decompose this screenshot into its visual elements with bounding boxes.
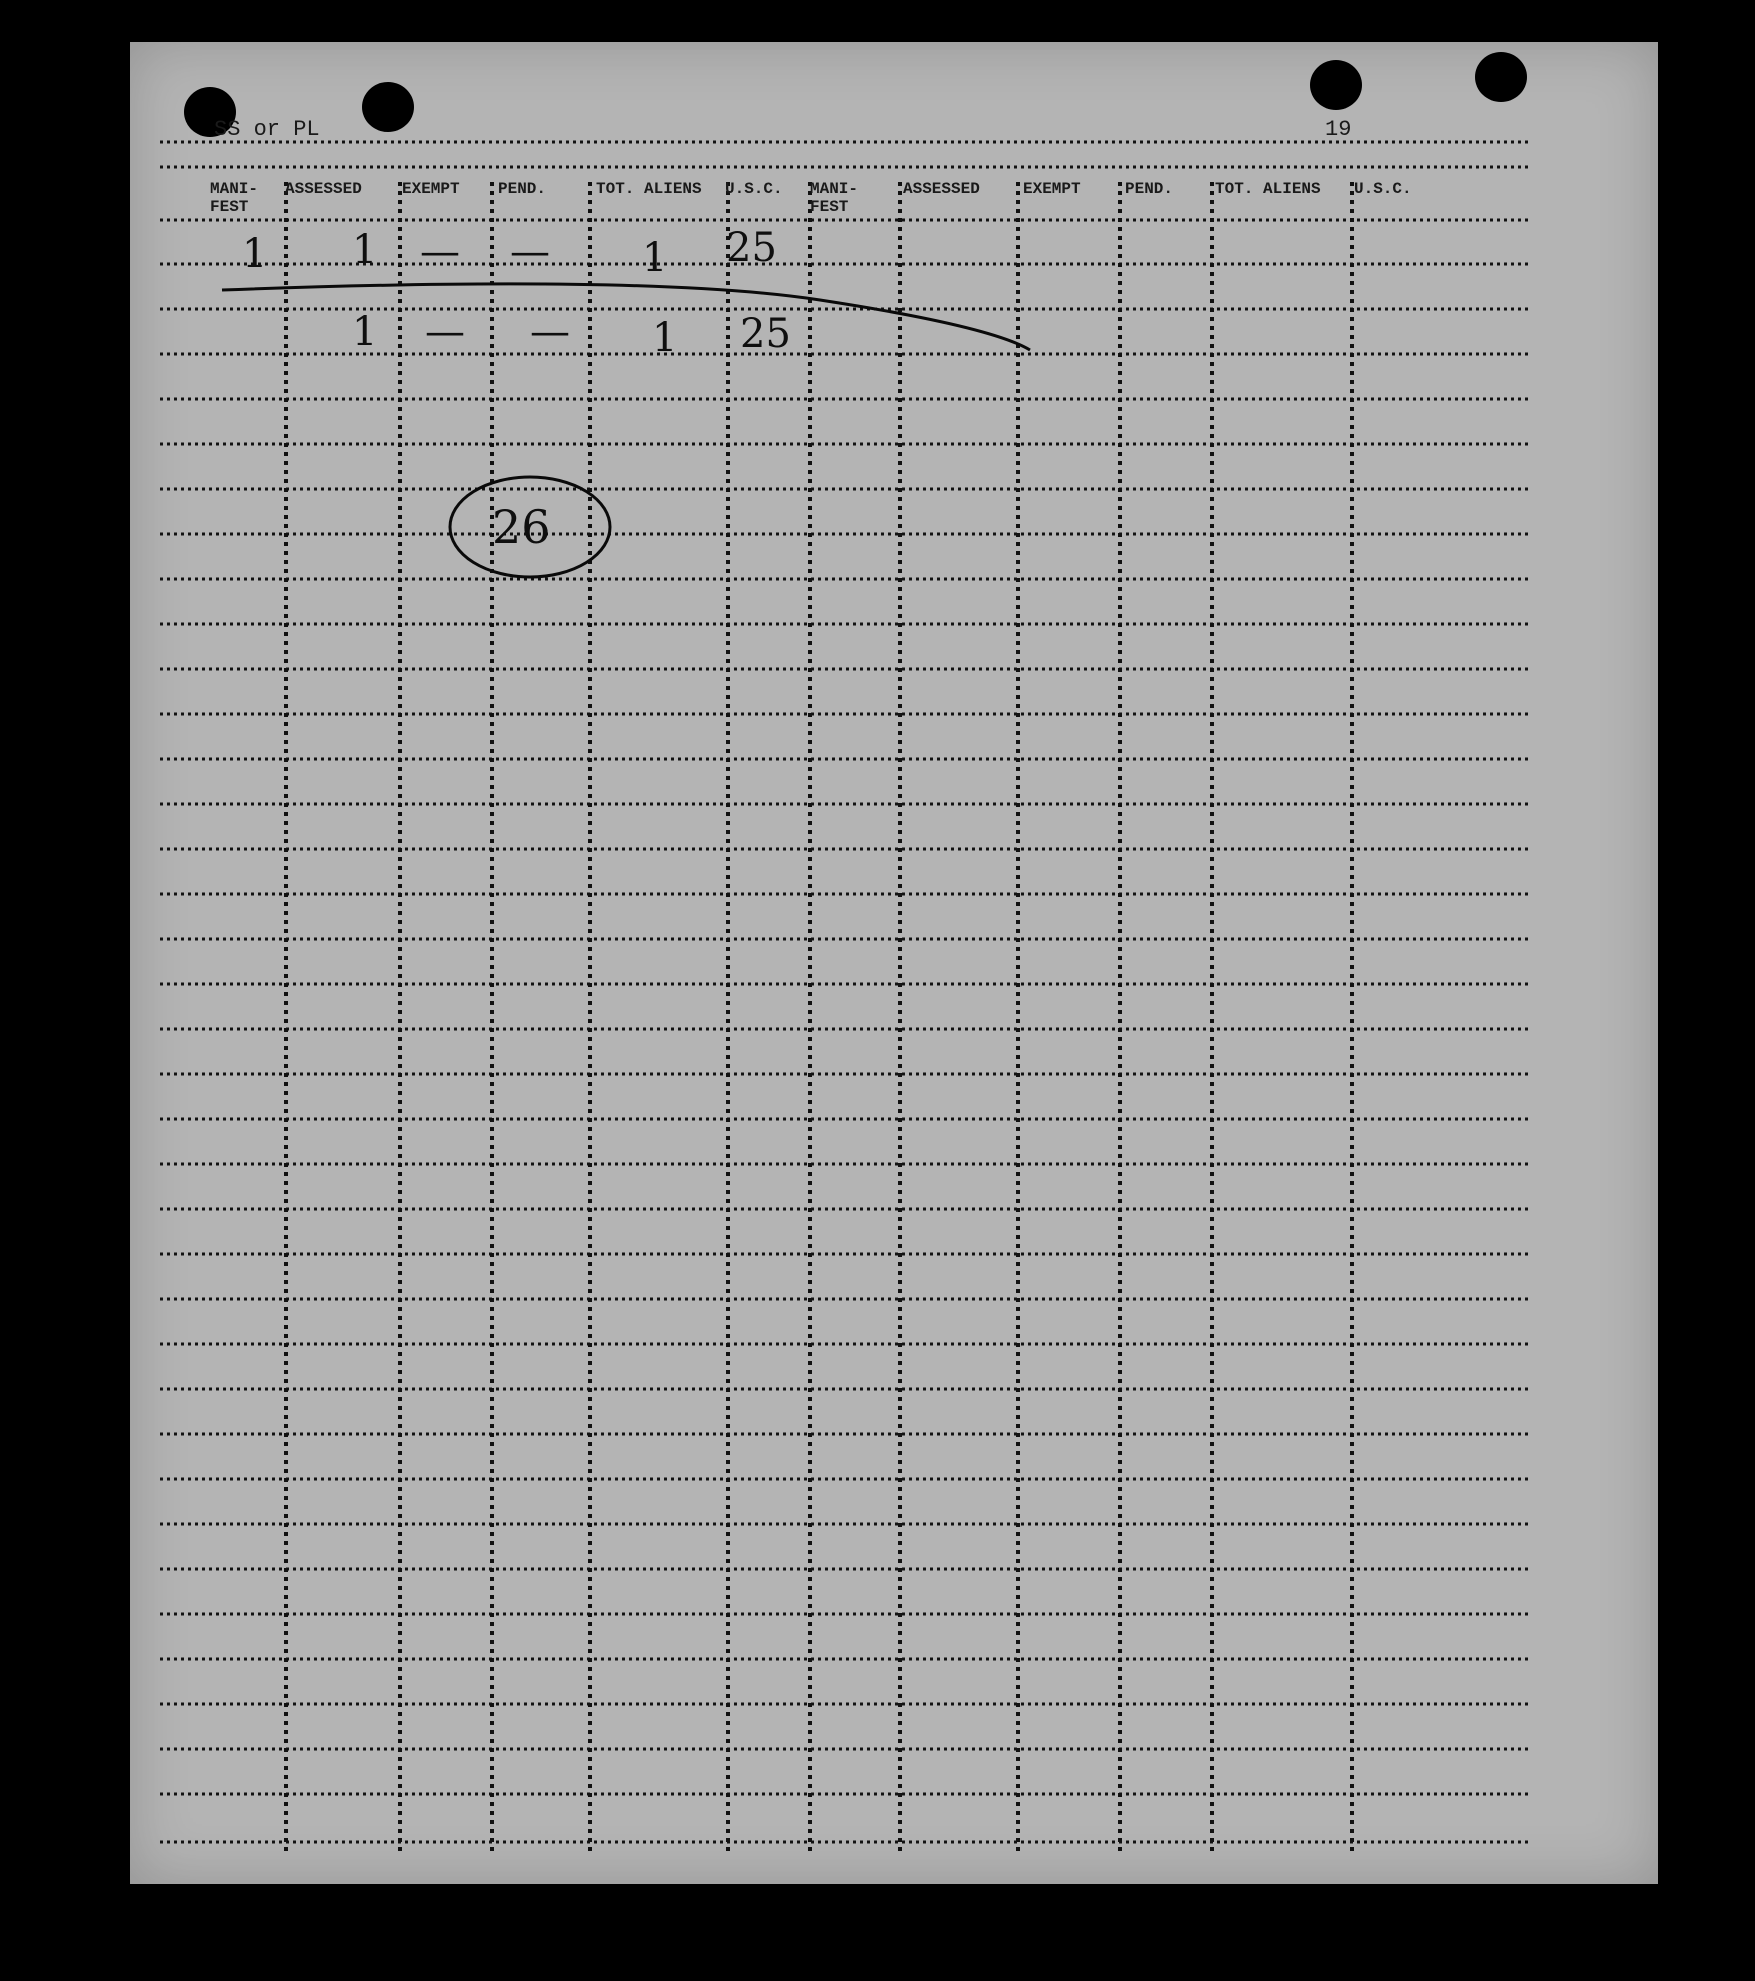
col-header-usc-right: U.S.C. xyxy=(1354,180,1412,198)
col-header-manifest: MANI- FEST xyxy=(210,180,259,216)
col-header-tot-aliens: TOT. ALIENS xyxy=(596,180,702,198)
col-header-assessed-right: ASSESSED xyxy=(903,180,980,198)
hw-row2-usc: 25 xyxy=(740,311,791,357)
hw-row1-pend: — xyxy=(510,229,550,275)
col-header-manifest-right: MANI- FEST xyxy=(810,180,859,216)
handwritten-strike-line xyxy=(222,284,1030,355)
col-header-pend-right: PEND. xyxy=(1125,180,1174,198)
col-header-pend: PEND. xyxy=(498,180,547,198)
circled-note: 26 xyxy=(492,500,551,554)
hw-row1-tot-aliens: 1 xyxy=(642,235,668,281)
hw-row2-exempt: — xyxy=(425,309,465,355)
hw-row2-pend: — xyxy=(530,309,570,355)
form-sheet xyxy=(130,42,1658,1884)
col-header-exempt-right: EXEMPT xyxy=(1023,180,1081,198)
col-header-assessed: ASSESSED xyxy=(285,180,362,198)
hw-row2-assessed: 1 xyxy=(352,309,378,355)
col-header-tot-aliens-right: TOT. ALIENS xyxy=(1215,180,1321,198)
hw-row1-assessed: 1 xyxy=(352,227,378,273)
hw-row1-usc: 25 xyxy=(726,225,777,271)
hw-row2-tot-aliens: 1 xyxy=(652,315,678,361)
year-prefix: 19 xyxy=(1325,117,1352,142)
hw-row1-exempt: — xyxy=(420,229,460,275)
col-header-exempt: EXEMPT xyxy=(402,180,460,198)
ss-or-pl-label: SS or PL xyxy=(214,117,320,142)
hw-row1-manifest: 1 xyxy=(242,231,268,277)
col-header-usc: U.S.C. xyxy=(725,180,783,198)
